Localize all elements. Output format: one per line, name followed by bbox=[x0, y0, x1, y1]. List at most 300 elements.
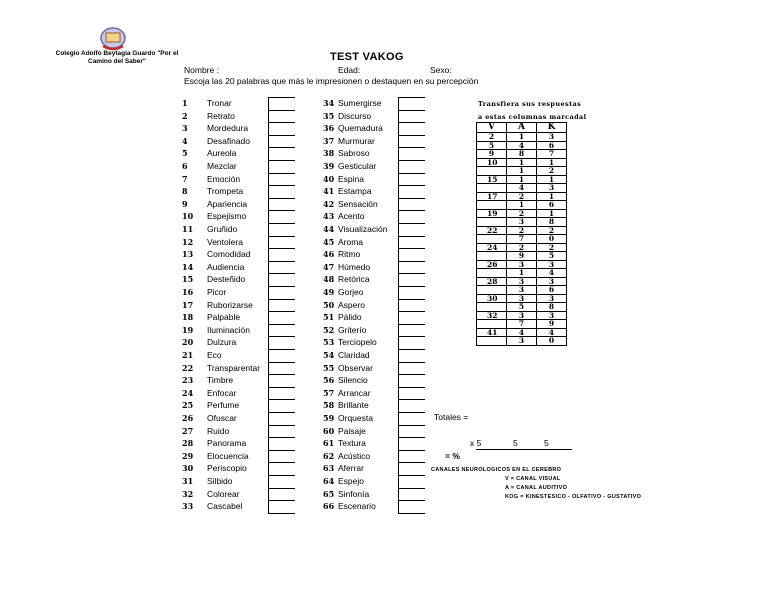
table-cell: 1 bbox=[507, 167, 537, 176]
answer-box[interactable] bbox=[268, 210, 295, 223]
word-label: Gorjeo bbox=[338, 287, 364, 297]
table-cell bbox=[477, 303, 507, 312]
word-number: 20 bbox=[182, 337, 194, 348]
word-number: 45 bbox=[323, 236, 335, 247]
answer-box[interactable] bbox=[398, 437, 425, 450]
table-cell: 4 bbox=[537, 328, 567, 337]
word-label: Aureola bbox=[207, 148, 237, 159]
answer-box[interactable] bbox=[398, 273, 425, 286]
word-label: Silencio bbox=[338, 375, 368, 386]
table-cell: 6 bbox=[537, 286, 567, 295]
answer-box[interactable] bbox=[398, 248, 425, 261]
table-cell: 3 bbox=[507, 311, 537, 320]
table-cell: 1 bbox=[507, 158, 537, 167]
table-cell: 7 bbox=[507, 235, 537, 244]
table-cell: 3 bbox=[507, 337, 537, 346]
answer-box[interactable] bbox=[398, 387, 425, 400]
table-row bbox=[477, 286, 567, 295]
word-number: 32 bbox=[182, 488, 194, 499]
answer-box[interactable] bbox=[268, 437, 295, 450]
table-cell: 4 bbox=[507, 184, 537, 193]
answer-box[interactable] bbox=[398, 236, 425, 249]
word-number: 38 bbox=[323, 148, 335, 159]
word-number: 10 bbox=[182, 211, 194, 222]
word-number: 42 bbox=[323, 198, 335, 209]
word-number: 64 bbox=[323, 476, 335, 486]
answer-box[interactable] bbox=[268, 97, 295, 110]
word-number: 25 bbox=[182, 400, 194, 411]
answer-box[interactable] bbox=[398, 500, 425, 514]
word-label: Ruborizarse bbox=[207, 299, 253, 310]
word-number: 30 bbox=[182, 463, 194, 474]
table-cell: 10 bbox=[477, 158, 507, 167]
word-label: Quemadura bbox=[338, 123, 383, 134]
word-number: 35 bbox=[323, 110, 335, 121]
table-row bbox=[477, 150, 567, 159]
table-row bbox=[477, 303, 567, 312]
word-number: 22 bbox=[182, 362, 194, 373]
table-cell: 2 bbox=[537, 243, 567, 252]
legend-title: CANALES NEUROLOGICOS EN EL CEREBRO bbox=[431, 467, 562, 473]
table-cell: 2 bbox=[507, 209, 537, 218]
answer-box[interactable] bbox=[398, 261, 425, 274]
word-label: Arrancar bbox=[338, 387, 371, 398]
answer-box[interactable] bbox=[268, 223, 295, 236]
answer-box[interactable] bbox=[268, 185, 295, 198]
answer-box[interactable] bbox=[398, 349, 425, 362]
multiplier-a: 5 bbox=[513, 438, 518, 448]
table-row bbox=[477, 269, 567, 278]
answer-box[interactable] bbox=[398, 488, 425, 501]
answer-box[interactable] bbox=[398, 210, 425, 223]
answer-box[interactable] bbox=[268, 412, 295, 425]
table-cell: 1 bbox=[537, 158, 567, 167]
table-row bbox=[477, 167, 567, 176]
answer-box[interactable] bbox=[398, 299, 425, 312]
word-number: 24 bbox=[182, 387, 194, 398]
word-number: 16 bbox=[182, 287, 194, 297]
table-cell: 3 bbox=[537, 133, 567, 142]
word-number: 47 bbox=[323, 261, 335, 272]
word-label: Mezclar bbox=[207, 161, 237, 171]
table-cell: 3 bbox=[537, 311, 567, 320]
table-cell: 4 bbox=[537, 269, 567, 278]
word-label: Aspero bbox=[338, 299, 365, 310]
word-number: 58 bbox=[323, 400, 335, 411]
word-number: 15 bbox=[182, 274, 194, 285]
word-number: 65 bbox=[323, 488, 335, 499]
word-label: Tronar bbox=[207, 98, 232, 108]
table-cell: 17 bbox=[477, 192, 507, 201]
table-cell: 9 bbox=[537, 320, 567, 329]
answer-box[interactable] bbox=[268, 324, 295, 337]
page-title: TEST VAKOG bbox=[330, 51, 404, 63]
table-row bbox=[477, 337, 567, 346]
answer-box[interactable] bbox=[268, 299, 295, 312]
table-cell: 2 bbox=[507, 192, 537, 201]
answer-box[interactable] bbox=[268, 462, 295, 475]
table-cell: 8 bbox=[537, 303, 567, 312]
word-number: 26 bbox=[182, 413, 194, 423]
word-number: 1 bbox=[182, 98, 188, 108]
answer-box[interactable] bbox=[268, 349, 295, 362]
table-cell: 3 bbox=[537, 277, 567, 286]
word-label: Escenario bbox=[338, 501, 376, 512]
word-label: Trompeta bbox=[207, 186, 244, 197]
nombre-label: Nombre : bbox=[184, 65, 219, 75]
word-label: Ritmo bbox=[338, 249, 361, 260]
word-label: Retrato bbox=[207, 110, 235, 121]
answer-box[interactable] bbox=[268, 450, 295, 463]
header-k: K bbox=[537, 123, 567, 133]
answer-box[interactable] bbox=[398, 362, 425, 375]
word-label: Colorear bbox=[207, 488, 240, 499]
answer-box[interactable] bbox=[268, 198, 295, 211]
word-label: Sabroso bbox=[338, 148, 370, 159]
word-label: Sinfonía bbox=[338, 488, 370, 499]
answer-box[interactable] bbox=[268, 475, 295, 488]
word-number: 60 bbox=[323, 425, 335, 436]
word-number: 48 bbox=[323, 274, 335, 285]
table-cell: 32 bbox=[477, 311, 507, 320]
word-label: Espejismo bbox=[207, 211, 247, 222]
word-label: Espejo bbox=[338, 476, 364, 486]
school-logo bbox=[99, 26, 127, 52]
table-cell: 1 bbox=[507, 133, 537, 142]
word-number: 9 bbox=[182, 198, 188, 209]
word-number: 12 bbox=[182, 236, 194, 247]
instructions: Escoja las 20 palabras que más le impresionen o destaquen en su percepción bbox=[184, 76, 479, 86]
table-cell: 5 bbox=[477, 141, 507, 150]
answer-box[interactable] bbox=[398, 223, 425, 236]
answer-box[interactable] bbox=[268, 425, 295, 438]
word-number: 57 bbox=[323, 387, 335, 398]
table-cell bbox=[477, 218, 507, 227]
table-cell: 8 bbox=[537, 218, 567, 227]
answer-box[interactable] bbox=[398, 122, 425, 135]
word-number: 13 bbox=[182, 249, 194, 260]
table-cell: 8 bbox=[507, 150, 537, 159]
table-row bbox=[477, 201, 567, 210]
word-number: 54 bbox=[323, 350, 335, 360]
answer-box[interactable] bbox=[268, 160, 295, 173]
word-number: 23 bbox=[182, 375, 194, 386]
word-number: 59 bbox=[323, 413, 335, 423]
answer-box[interactable] bbox=[268, 374, 295, 387]
answer-box[interactable] bbox=[398, 311, 425, 324]
table-cell: 1 bbox=[537, 175, 567, 184]
word-number: 27 bbox=[182, 425, 194, 436]
table-cell: 6 bbox=[537, 141, 567, 150]
table-cell: 3 bbox=[507, 218, 537, 227]
answer-box[interactable] bbox=[268, 236, 295, 249]
table-cell: 2 bbox=[537, 167, 567, 176]
totals-label: Totales = bbox=[434, 412, 469, 422]
word-number: 34 bbox=[323, 98, 335, 108]
word-label: Eco bbox=[207, 350, 222, 360]
table-cell bbox=[477, 269, 507, 278]
word-label: Enfocar bbox=[207, 387, 237, 398]
answer-box[interactable] bbox=[398, 324, 425, 337]
answer-box[interactable] bbox=[268, 387, 295, 400]
word-label: Murmurar bbox=[338, 135, 375, 146]
word-number: 40 bbox=[323, 173, 335, 184]
word-label: Gruñido bbox=[207, 224, 238, 234]
word-label: Cascabel bbox=[207, 501, 243, 512]
table-cell: 4 bbox=[507, 328, 537, 337]
word-number: 3 bbox=[182, 123, 188, 134]
word-label: Dulzura bbox=[207, 337, 237, 348]
word-number: 31 bbox=[182, 476, 194, 486]
sexo-label: Sexo: bbox=[430, 65, 452, 75]
word-number: 51 bbox=[323, 312, 335, 323]
word-label: Ruido bbox=[207, 425, 230, 436]
answer-box[interactable] bbox=[398, 475, 425, 488]
word-label: Emoción bbox=[207, 173, 241, 184]
transfer-instruction-1: Transfiera sus respuestas bbox=[478, 100, 582, 108]
word-label: Palpable bbox=[207, 312, 241, 323]
answer-box[interactable] bbox=[398, 110, 425, 123]
word-row bbox=[323, 501, 523, 514]
word-label: Ofuscar bbox=[207, 413, 237, 423]
word-label: Perfume bbox=[207, 400, 240, 411]
multiplier-k: 5 bbox=[544, 438, 549, 448]
word-label: Discurso bbox=[338, 110, 372, 121]
answer-box[interactable] bbox=[398, 425, 425, 438]
table-cell: 2 bbox=[477, 133, 507, 142]
answer-box[interactable] bbox=[268, 488, 295, 501]
multiplier-v: x 5 bbox=[470, 438, 482, 448]
word-number: 36 bbox=[323, 123, 335, 134]
word-number: 33 bbox=[182, 501, 194, 512]
table-cell bbox=[477, 167, 507, 176]
word-number: 8 bbox=[182, 186, 188, 197]
table-cell: 1 bbox=[537, 209, 567, 218]
word-number: 50 bbox=[323, 299, 335, 310]
answer-box[interactable] bbox=[398, 450, 425, 463]
word-label: Observar bbox=[338, 362, 373, 373]
answer-box[interactable] bbox=[268, 399, 295, 412]
word-number: 18 bbox=[182, 312, 194, 323]
word-label: Orquesta bbox=[338, 413, 373, 423]
answer-box[interactable] bbox=[398, 135, 425, 148]
legend-kinestesico: KOG = KINESTESICO - OLFATIVO - GUSTATIVO bbox=[505, 494, 642, 500]
table-cell: 19 bbox=[477, 209, 507, 218]
table-cell: 5 bbox=[537, 252, 567, 261]
word-number: 62 bbox=[323, 450, 335, 461]
word-label: Brillante bbox=[338, 400, 369, 411]
word-label: Terciopelo bbox=[338, 337, 377, 348]
word-number: 41 bbox=[323, 186, 335, 197]
table-cell: 4 bbox=[507, 141, 537, 150]
table-cell: 0 bbox=[537, 337, 567, 346]
answer-box[interactable] bbox=[268, 261, 295, 274]
legend-visual: V = CANAL VISUAL bbox=[505, 476, 561, 482]
table-cell: 2 bbox=[507, 226, 537, 235]
word-number: 19 bbox=[182, 324, 194, 335]
word-number: 55 bbox=[323, 362, 335, 373]
word-number: 11 bbox=[182, 224, 194, 234]
word-number: 6 bbox=[182, 161, 188, 171]
table-cell: 3 bbox=[537, 184, 567, 193]
word-number: 14 bbox=[182, 261, 194, 272]
answer-box[interactable] bbox=[268, 336, 295, 349]
word-label: Audiencia bbox=[207, 261, 245, 272]
word-label: Sumergirse bbox=[338, 98, 382, 108]
word-number: 53 bbox=[323, 337, 335, 348]
table-row bbox=[477, 252, 567, 261]
percent-label: = % bbox=[445, 451, 460, 461]
word-number: 28 bbox=[182, 438, 194, 449]
table-cell: 9 bbox=[477, 150, 507, 159]
answer-box[interactable] bbox=[268, 248, 295, 261]
word-label: Retórica bbox=[338, 274, 370, 285]
answer-box[interactable] bbox=[268, 362, 295, 375]
word-label: Griterío bbox=[338, 324, 367, 335]
table-cell bbox=[477, 337, 507, 346]
transfer-instruction-2: a estas columnas marcadal bbox=[478, 113, 587, 121]
word-label: Espina bbox=[338, 173, 364, 184]
word-label: Paisaje bbox=[338, 425, 366, 436]
answer-box[interactable] bbox=[398, 173, 425, 186]
word-number: 44 bbox=[323, 224, 335, 234]
word-label: Claridad bbox=[338, 350, 370, 360]
word-number: 66 bbox=[323, 501, 335, 512]
school-name: Colegio Adolfo Beytagia Guardo "Por el Camino del Saber" bbox=[55, 50, 179, 65]
word-number: 46 bbox=[323, 249, 335, 260]
table-row bbox=[477, 184, 567, 193]
answer-box[interactable] bbox=[268, 135, 295, 148]
answer-box[interactable] bbox=[398, 462, 425, 475]
answer-box[interactable] bbox=[398, 336, 425, 349]
answer-box[interactable] bbox=[268, 273, 295, 286]
word-number: 52 bbox=[323, 324, 335, 335]
table-cell: 1 bbox=[507, 175, 537, 184]
table-cell: 15 bbox=[477, 175, 507, 184]
answer-box[interactable] bbox=[398, 198, 425, 211]
word-label: Periscopio bbox=[207, 463, 247, 474]
table-cell: 3 bbox=[537, 260, 567, 269]
table-cell bbox=[477, 201, 507, 210]
table-cell: 3 bbox=[537, 294, 567, 303]
header-a: A bbox=[507, 123, 537, 133]
table-cell: 3 bbox=[507, 286, 537, 295]
answer-box[interactable] bbox=[268, 122, 295, 135]
word-number: 7 bbox=[182, 173, 188, 184]
table-cell: 6 bbox=[537, 201, 567, 210]
answer-box[interactable] bbox=[398, 147, 425, 160]
table-cell: 2 bbox=[537, 226, 567, 235]
table-cell: 30 bbox=[477, 294, 507, 303]
legend-auditivo: A = CANAL AUDITIVO bbox=[505, 485, 568, 491]
answer-box[interactable] bbox=[268, 311, 295, 324]
word-number: 61 bbox=[323, 438, 335, 449]
table-cell: 7 bbox=[507, 320, 537, 329]
word-number: 29 bbox=[182, 450, 194, 461]
word-label: Silbido bbox=[207, 476, 233, 486]
table-cell: 28 bbox=[477, 277, 507, 286]
table-row bbox=[477, 133, 567, 142]
edad-label: Edad: bbox=[338, 65, 361, 75]
answer-box[interactable] bbox=[398, 97, 425, 110]
word-label: Textura bbox=[338, 438, 366, 449]
word-label: Aroma bbox=[338, 236, 364, 247]
answer-box[interactable] bbox=[268, 173, 295, 186]
table-cell bbox=[477, 320, 507, 329]
word-number: 63 bbox=[323, 463, 335, 474]
table-cell bbox=[477, 252, 507, 261]
table-row bbox=[477, 218, 567, 227]
table-cell: 3 bbox=[507, 277, 537, 286]
answer-box[interactable] bbox=[268, 147, 295, 160]
word-label: Desafinado bbox=[207, 135, 251, 146]
word-number: 2 bbox=[182, 110, 188, 121]
answer-box[interactable] bbox=[398, 374, 425, 387]
answer-box[interactable] bbox=[268, 500, 295, 514]
word-number: 5 bbox=[182, 148, 188, 159]
answer-box[interactable] bbox=[398, 412, 425, 425]
word-label: Elocuencia bbox=[207, 450, 249, 461]
table-row bbox=[477, 235, 567, 244]
totals-rule bbox=[476, 449, 572, 450]
table-row bbox=[477, 320, 567, 329]
table-cell: 1 bbox=[507, 269, 537, 278]
word-label: Picor bbox=[207, 287, 227, 297]
table-cell: 9 bbox=[507, 252, 537, 261]
word-label: Pálido bbox=[338, 312, 362, 323]
word-number: 4 bbox=[182, 135, 188, 146]
word-number: 49 bbox=[323, 287, 335, 297]
table-cell: 41 bbox=[477, 328, 507, 337]
answer-box[interactable] bbox=[398, 399, 425, 412]
table-cell: 2 bbox=[507, 243, 537, 252]
word-number: 56 bbox=[323, 375, 335, 386]
table-cell: 5 bbox=[507, 303, 537, 312]
word-label: Gesticular bbox=[338, 161, 377, 171]
table-cell bbox=[477, 286, 507, 295]
table-cell: 7 bbox=[537, 150, 567, 159]
word-label: Húmedo bbox=[338, 261, 371, 272]
word-label: Transparentar bbox=[207, 362, 261, 373]
answer-box[interactable] bbox=[268, 286, 295, 299]
word-number: 17 bbox=[182, 299, 194, 310]
answer-table bbox=[476, 122, 567, 346]
word-number: 21 bbox=[182, 350, 194, 360]
header-v: V bbox=[477, 123, 507, 133]
word-number: 43 bbox=[323, 211, 335, 222]
answer-box[interactable] bbox=[268, 110, 295, 123]
table-cell: 1 bbox=[537, 192, 567, 201]
table-cell bbox=[477, 184, 507, 193]
answer-box[interactable] bbox=[398, 185, 425, 198]
table-cell bbox=[477, 235, 507, 244]
table-cell: 26 bbox=[477, 260, 507, 269]
table-cell: 3 bbox=[507, 260, 537, 269]
answer-box[interactable] bbox=[398, 286, 425, 299]
word-label: Visualización bbox=[338, 224, 388, 234]
table-cell: 24 bbox=[477, 243, 507, 252]
word-label: Comodidad bbox=[207, 249, 251, 260]
table-cell: 3 bbox=[507, 294, 537, 303]
word-label: Acústico bbox=[338, 450, 371, 461]
word-label: Estampa bbox=[338, 186, 372, 197]
word-label: Acento bbox=[338, 211, 365, 222]
word-number: 37 bbox=[323, 135, 335, 146]
answer-box[interactable] bbox=[398, 160, 425, 173]
word-label: Timbre bbox=[207, 375, 234, 386]
word-label: Ventolera bbox=[207, 236, 243, 247]
word-label: Aferrar bbox=[338, 463, 364, 474]
